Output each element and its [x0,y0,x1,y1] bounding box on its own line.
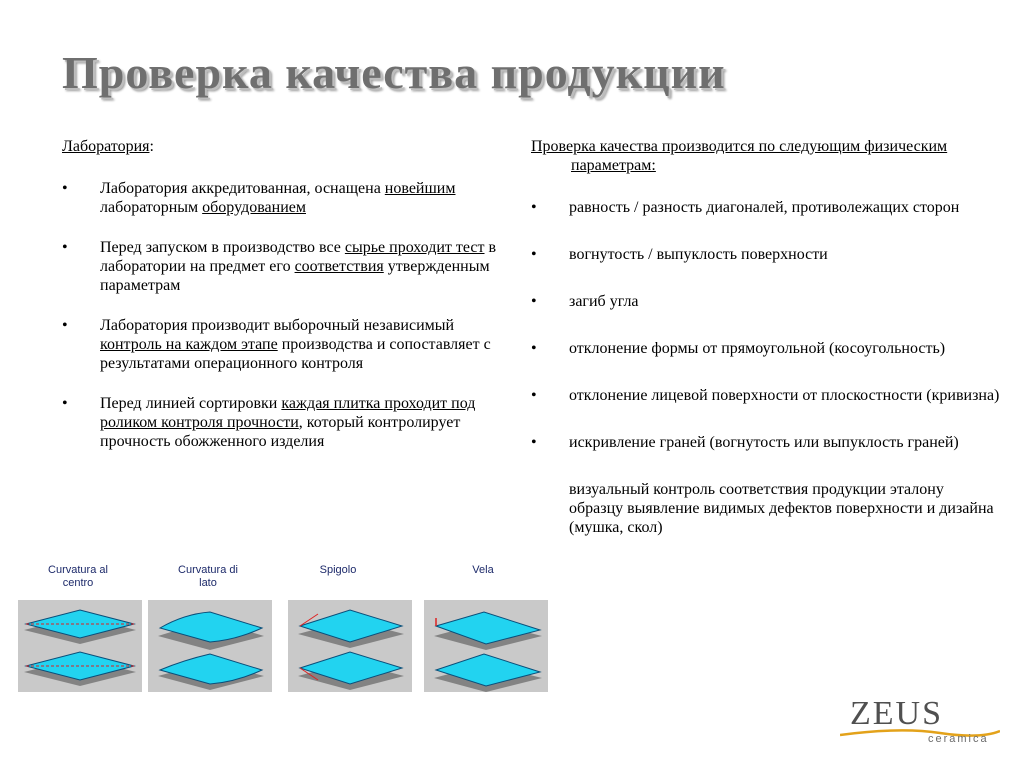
logo-word: ZEUS [850,695,943,732]
bullet-icon: • [62,317,68,334]
parameter-item [531,198,1001,217]
bullet-icon: • [531,246,537,263]
laboratory-colon: : [149,138,154,155]
parameter-item-text: отклонение формы от прямоугольной (косоугольность) [569,340,946,357]
bullet-icon: • [62,239,68,256]
diagram-corner [288,600,412,692]
laboratory-item [62,179,502,217]
laboratory-item-text: производства и сопоставляет с результатами операционного контроля [100,336,491,372]
laboratory-item-text: Перед запуском в производство все [100,239,345,256]
parameter-item-text: визуальный контроль соответствия продукции эталону образцу выявление видимых дефектов поверхности и дизайна (мушка, скол) [569,481,994,536]
parameters-list [531,198,1001,537]
bullet-icon: • [531,293,537,310]
laboratory-item-text: утвержденным параметрам [100,258,490,294]
diagram-center-curvature [18,600,142,692]
parameter-item-text: искривление граней (вогнутость или выпуклость граней) [569,434,959,451]
laboratory-item [62,316,502,373]
bullet-icon: • [62,180,68,197]
sail-icon [424,600,548,692]
diagram-side-curvature [148,600,272,692]
diagram-label-vela: Vela [472,564,494,576]
parameter-item [531,245,1001,264]
parameter-item [531,433,1001,452]
zeus-ceramica-logo [840,695,1000,750]
slide-title: Проверка качества продукции [62,47,726,98]
parameters-column [531,137,1001,565]
bullet-icon: • [531,387,537,404]
parameters-lead [531,137,1001,175]
laboratory-list [62,179,502,451]
defect-diagrams [18,560,548,695]
laboratory-item-text: Лаборатория производит выборочный независимый [100,317,455,334]
bullet-icon: • [62,395,68,412]
laboratory-item-text: в лаборатории на предмет его [100,239,497,275]
laboratory-lead [62,137,502,156]
laboratory-column [62,137,502,472]
parameter-item-text: загиб угла [569,293,639,310]
laboratory-label: Лаборатория [62,138,150,155]
logo-sub: ceramica [928,733,989,745]
parameter-item [531,339,1001,358]
laboratory-item [62,394,502,451]
laboratory-item-text: каждая плитка проходит под роликом контроля прочности [100,395,476,431]
laboratory-item-text: , который контролирует прочность обожженного изделия [100,414,461,450]
parameter-item-text: отклонение лицевой поверхности от плоскостности (кривизна) [569,387,1000,404]
laboratory-item [62,238,502,295]
bullet-icon: • [531,434,537,451]
diagram-label-curvatura-lato: Curvatura di lato [178,564,238,589]
corner-icon [288,600,412,692]
bullet-icon: • [531,340,537,357]
diagram-label-curvatura-centro: Curvatura al centro [48,564,108,589]
parameters-lead-text: Проверка качества производится по следующим физическим параметрам: [531,138,948,174]
parameter-item-text: вогнутость / выпуклость поверхности [569,246,828,263]
diagram-sail [424,600,548,692]
parameter-item [531,292,1001,311]
laboratory-item-text: Перед линией сортировки [100,395,282,412]
parameter-item [531,386,1001,405]
side-curvature-icon [148,600,272,692]
laboratory-item-text: лабораторным [100,199,203,216]
parameter-item-text: равность / разность диагоналей, противолежащих сторон [569,199,960,216]
laboratory-item-text: оборудованием [202,199,306,216]
parameter-item [531,480,1001,537]
center-curvature-icon [18,600,142,692]
laboratory-item-text: сырье проходит тест [344,239,485,256]
laboratory-item-text: контроль на каждом этапе [100,336,278,353]
laboratory-item-text: новейшим [384,180,456,197]
diagram-label-spigolo: Spigolo [319,564,357,576]
bullet-icon: • [531,199,537,216]
laboratory-item-text: Лаборатория аккредитованная, оснащена [100,180,385,197]
laboratory-item-text: соответствия [294,258,384,275]
